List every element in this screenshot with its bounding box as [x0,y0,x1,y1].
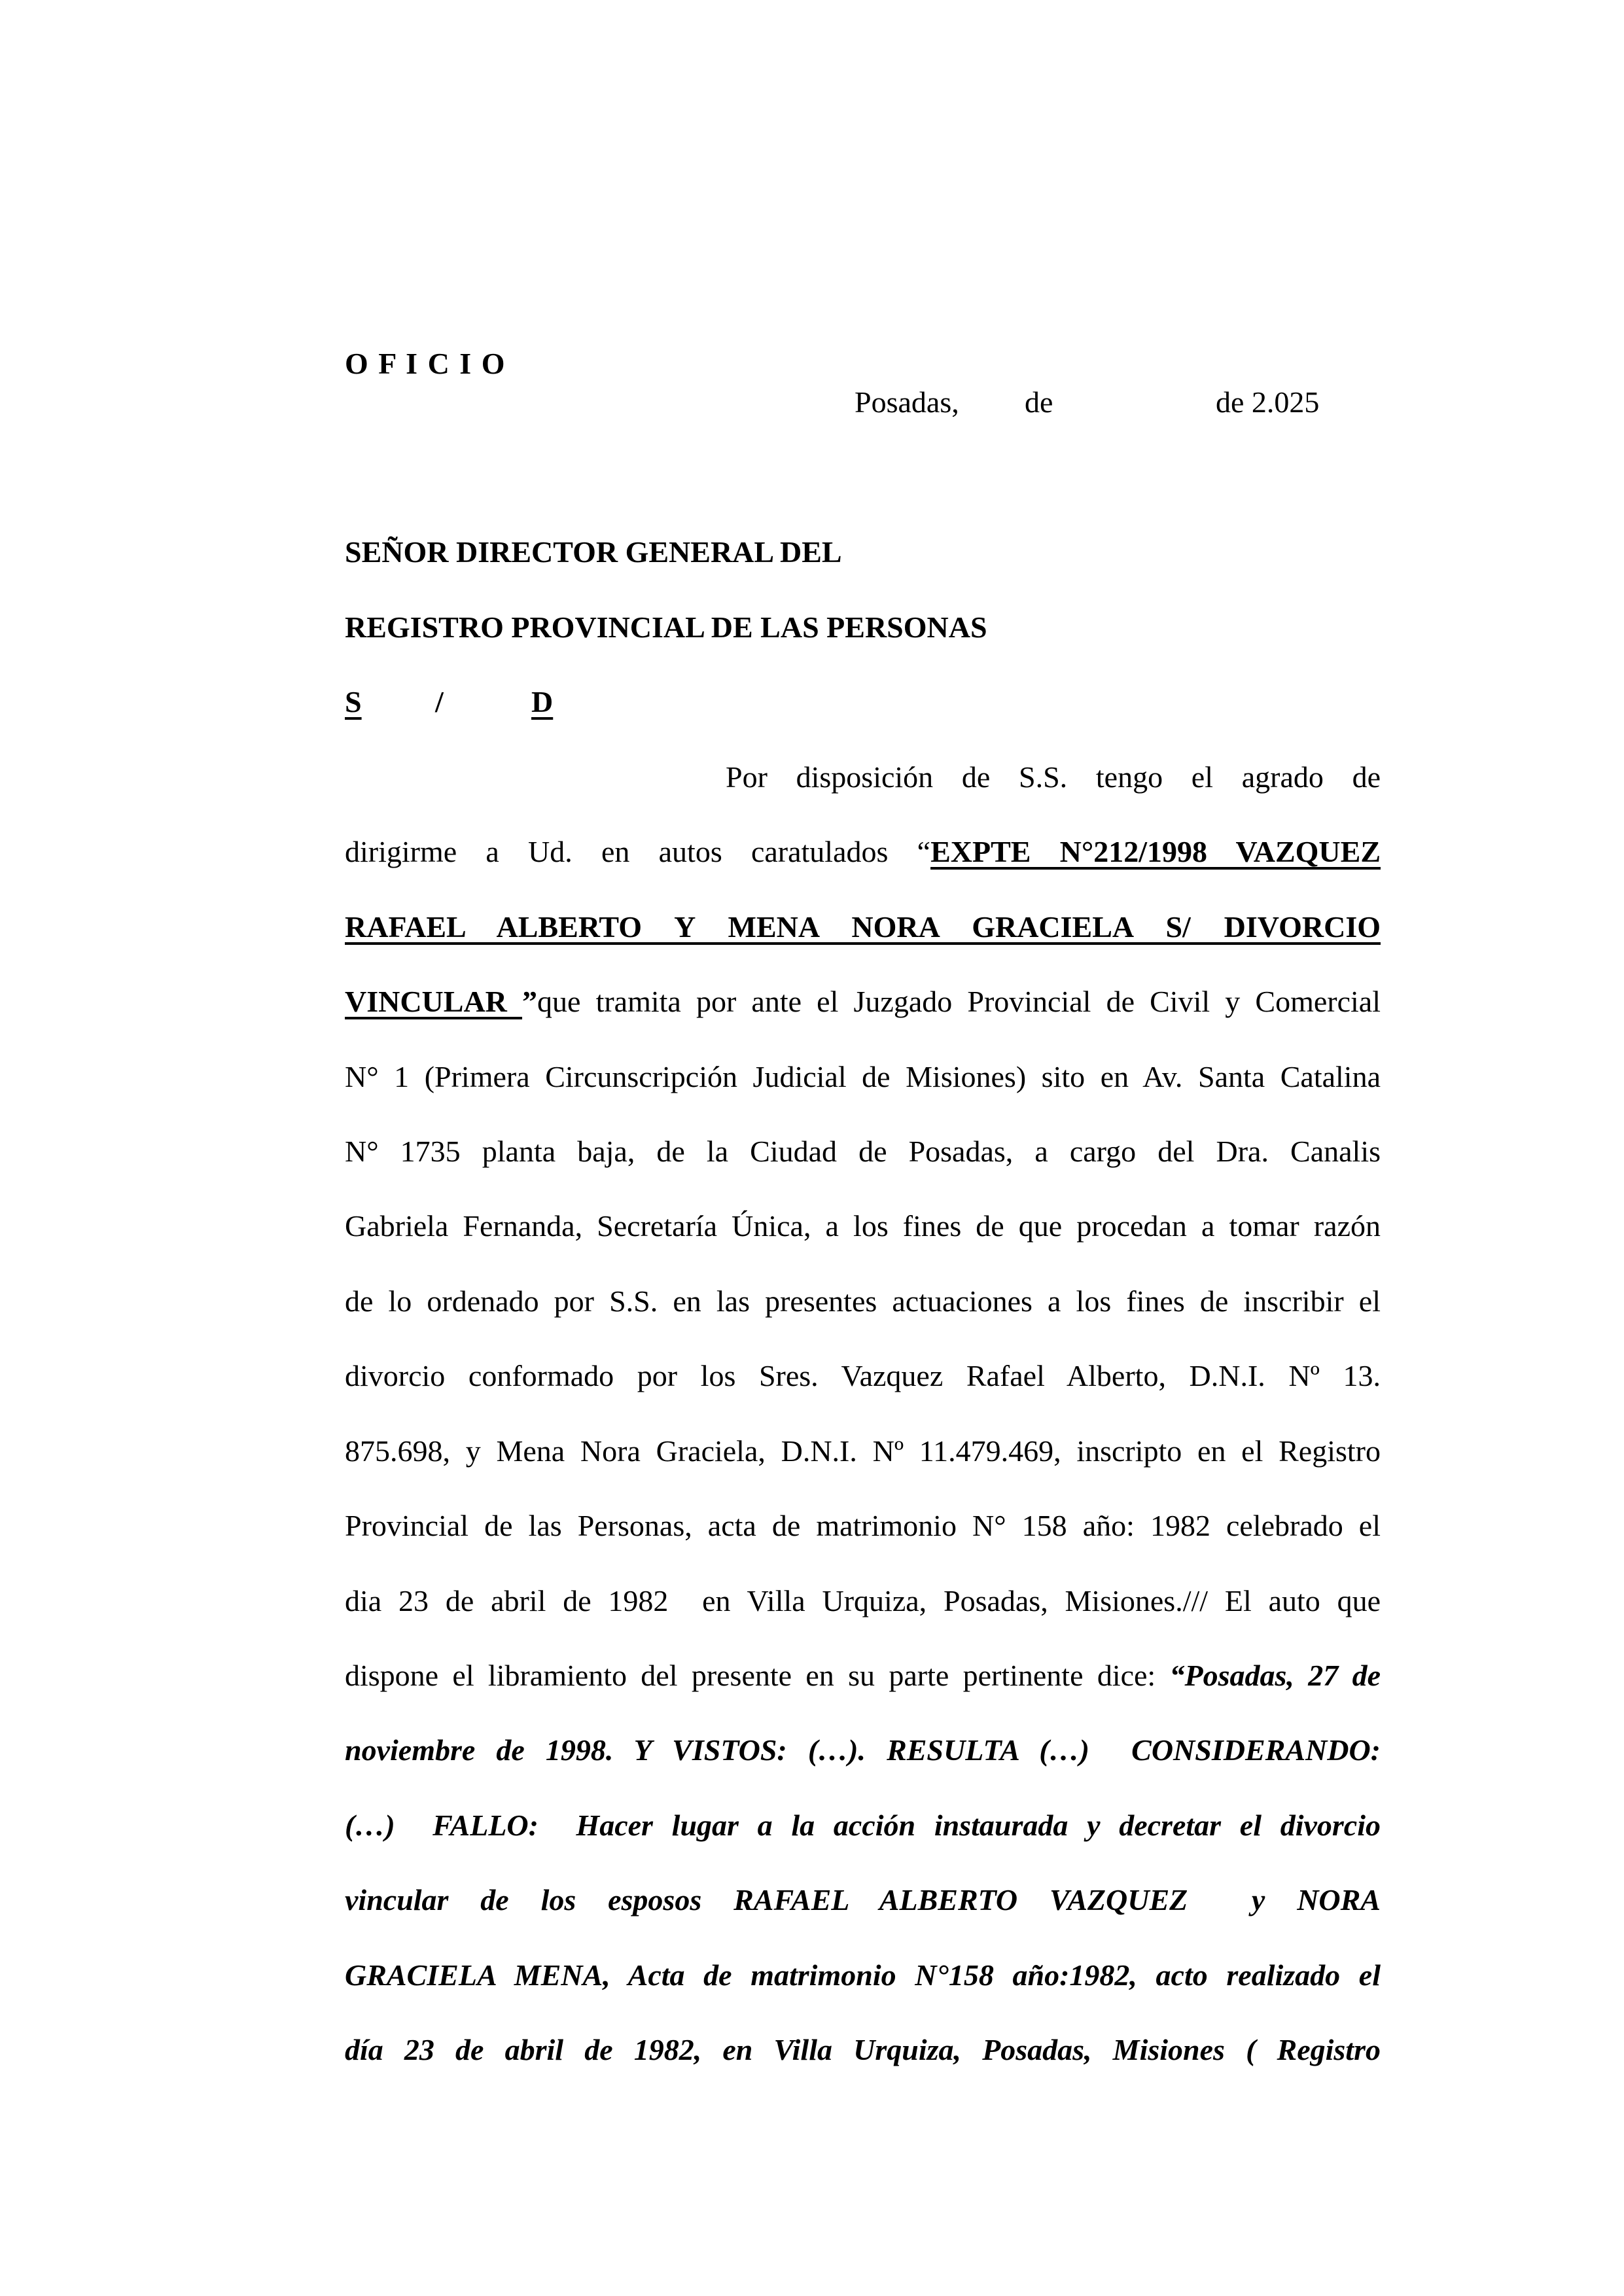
body-line-7: Gabriela Fernanda, Secretaría Única, a los fines de que procedan a tomar razón [345,1209,1381,1243]
body-line-4 [345,983,1381,1021]
body-line-10: 875.698, y Mena Nora Graciela, D.N.I. Nº 11.479.469, inscripto en el Registro [345,1434,1381,1468]
date-de-1: de [1025,385,1053,419]
body-line-13 [345,1657,1381,1695]
closing-quote: ” [522,985,538,1018]
body-line-8: de lo ordenado por S.S. en las presentes actuaciones a los fines de inscribir el [345,1284,1381,1318]
addressee-line-1: SEÑOR DIRECTOR GENERAL DEL [345,535,842,569]
body-line-6: N° 1735 planta baja, de la Ciudad de Posadas, a cargo del Dra. Canalis [345,1135,1381,1168]
sd-s-underlined [345,683,562,721]
body-line-4-c: que tramita por ante el Juzgado Provincial de Civil y Comercial [537,985,1381,1018]
body-line-12: dia 23 de abril de 1982 en Villa Urquiza, Posadas, Misiones./// El auto que [345,1584,1381,1617]
body-line-13-a: dispone el libramiento del presente en su parte pertinente dice: [345,1659,1170,1692]
ruling-line-4: GRACIELA MENA, Acta de matrimonio N°158 año:1982, acto realizado el [345,1958,1381,1992]
ruling-line-3: vincular de los esposos RAFAEL ALBERTO VAZQUEZ y NORA [345,1883,1381,1916]
body-line-1: Por disposición de S.S. tengo el agrado de [726,760,1381,794]
case-title-start: EXPTE N°212/1998 VAZQUEZ [930,835,1381,868]
body-line-5: N° 1 (Primera Circunscripción Judicial de Misiones) sito en Av. Santa Catalina [345,1060,1381,1093]
sd-d: D [531,685,554,718]
addressee-line-2: REGISTRO PROVINCIAL DE LAS PERSONAS [345,610,987,644]
date-city: Posadas, [855,385,959,419]
body-line-2 [345,833,1381,871]
sd-slash: / [435,685,444,718]
ruling-line-2: (…) FALLO: Hacer lugar a la acción instaurada y decretar el divorcio [345,1809,1381,1842]
ruling-line-5: día 23 de abril de 1982, en Villa Urquiza, Posadas, Misiones ( Registro [345,2033,1381,2066]
ruling-quote-start: “Posadas, 27 de [1169,1659,1381,1692]
body-line-11: Provincial de las Personas, acta de matrimonio N° 158 año: 1982 celebrado el [345,1509,1381,1542]
date-year: de 2.025 [1216,385,1320,419]
case-title-end: VINCULAR [345,985,523,1018]
ruling-line-1: noviembre de 1998. Y VISTOS: (…). RESULTA (…) CONSIDERANDO: [345,1733,1381,1767]
document-heading: O F I C I O [345,347,506,380]
body-line-2-a: dirigirme a Ud. en autos caratulados “ [345,835,931,868]
sd-s: S [345,685,362,718]
body-line-9: divorcio conformado por los Sres. Vazquez Rafael Alberto, D.N.I. Nº 13. [345,1359,1381,1392]
case-title-middle: RAFAEL ALBERTO Y MENA NORA GRACIELA S/ DIVORCIO [345,910,1381,944]
